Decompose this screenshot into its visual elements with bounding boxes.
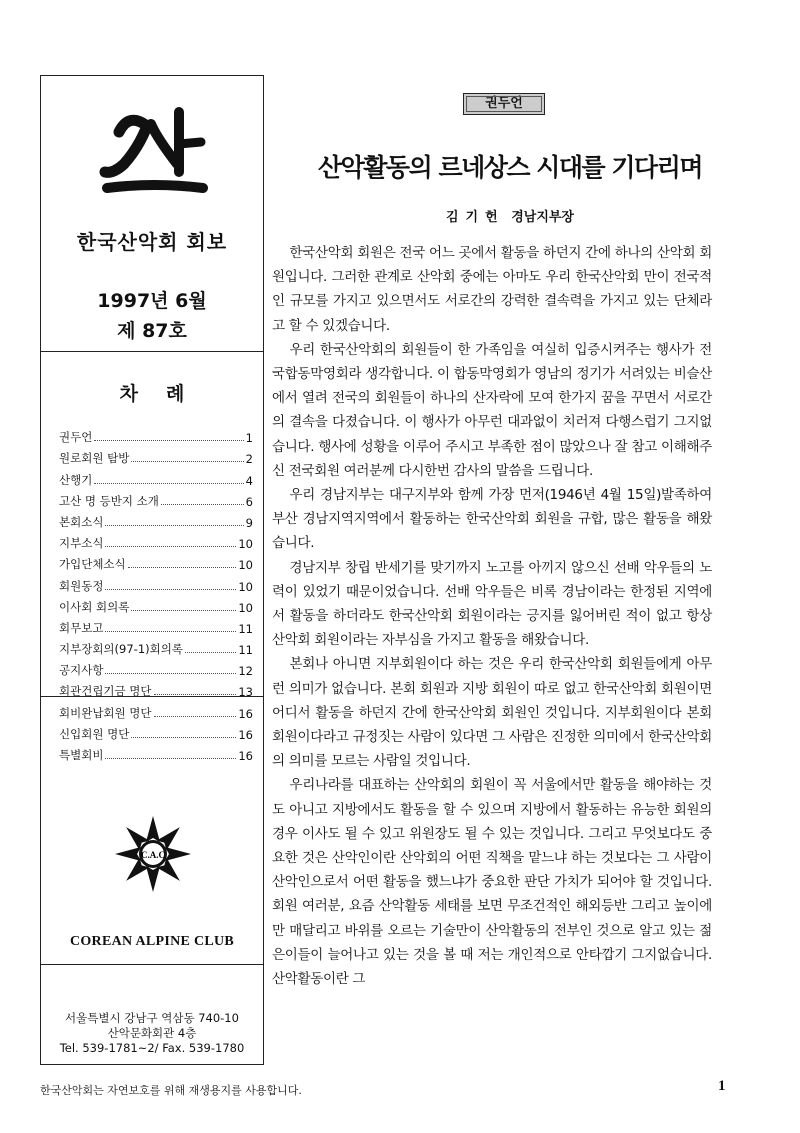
toc-leader <box>154 694 237 695</box>
club-name: COREAN ALPINE CLUB <box>69 934 235 949</box>
author-role: 경남지부장 <box>511 210 574 225</box>
toc-leader <box>94 440 243 441</box>
toc-item-title: 지부장회의(97-1)회의록 <box>59 642 183 657</box>
recycled-paper-note: 한국산악회는 자연보호를 위해 재생용지를 사용합니다. <box>40 1084 302 1097</box>
toc-item-title: 신입회원 명단 <box>59 726 130 741</box>
article-paragraph: 경남지부 창립 반세기를 맞기까지 노고를 아끼지 않으신 선배 악우들의 노력이 있었기 때문이었습니다. 선배 악우들은 비록 경남이라는 한정된 지역에서 활동을 하더라도 한국산악회 회원이라는 긍지를 잃어버린 적이 없고 항상 산악회 회원이라는 자부심을 가지고 활동을 해왔습니다. <box>272 559 712 649</box>
toc-item-title: 산행기 <box>59 472 93 487</box>
toc-leader <box>131 610 236 611</box>
toc-item-title: 회비완납회원 명단 <box>59 705 152 720</box>
sidebar <box>40 75 264 1065</box>
toc-item-page: 16 <box>238 749 253 763</box>
toc-item-page: 13 <box>238 685 253 700</box>
column-tag: 권두언 <box>463 93 545 115</box>
toc-item-page: 11 <box>238 643 253 658</box>
toc-item[interactable] <box>59 551 253 572</box>
toc-leader <box>105 525 243 526</box>
toc-item[interactable] <box>59 424 253 445</box>
club-address <box>41 1011 263 1056</box>
toc-item-page: 10 <box>238 579 253 594</box>
toc-leader <box>105 758 236 759</box>
toc-item[interactable] <box>59 466 253 487</box>
toc-item-title: 회무보고 <box>59 620 104 635</box>
toc-item-title: 지부소식 <box>59 536 104 551</box>
toc-item-title: 회관건립기금 명단 <box>59 684 152 699</box>
toc-item-title: 공지사항 <box>59 663 104 678</box>
toc-item[interactable] <box>59 615 253 636</box>
toc-item-title: 본회소식 <box>59 514 104 529</box>
issue-date: 1997년 6월 <box>97 290 207 312</box>
toc-leader <box>131 737 236 738</box>
toc-item-page: 16 <box>238 706 253 721</box>
toc-item-page: 11 <box>238 621 253 636</box>
toc-leader <box>161 504 244 505</box>
toc-heading: 차례 <box>119 383 213 405</box>
address-line: 서울특별시 강남구 역삼동 740-10 <box>65 1011 239 1025</box>
issue-number: 제 87호 <box>117 320 187 342</box>
article-body <box>272 241 712 991</box>
page-number: 1 <box>718 1078 726 1094</box>
san-logo <box>99 102 209 202</box>
article-paragraph: 우리나라를 대표하는 산악회의 회원이 꼭 서울에서만 활동을 해야하는 것도 아니고 지방에서도 활동을 할 수 있으며 지방에서 활동하는 유능한 회원의 경우 이사도 될 수 있고 위원장도 될 수 있는 것입니다. 그리고 무엇보다도 중요한 것은 산악인이란 산악회의 어떤 직책을 맡느냐 하는 것보다는 그 사람이 산악인으로서 어떤 활동을 했느냐가 중요한 판단 가치가 되어야 할 것입니다.회원 여러분, 요즘 산악활동 세태를 보면 무조건적인 해외등반 그리고 높이에만 매달리고 바위를 오르는 기술만이 산악활동의 전부인 것으로 알고 있는 젊은이들이 늘어나고 있는 것을 볼 때 저는 개인적으로 안타깝기 그지없습니다. 산악활동이란 그 <box>272 777 712 988</box>
toc-leader <box>154 716 237 717</box>
toc-item[interactable] <box>59 721 253 742</box>
article-paragraph: 한국산악회 회원은 전국 어느 곳에서 활동을 하던지 간에 하나의 산악회 회원입니다. 그러한 관계로 산악회 중에는 아마도 우리 한국산악회 만이 전국적인 규모를 가지고 있으면서도 서로간의 강력한 결속력을 가지고 있는 단체라고 할 수 있겠습니다. <box>272 245 712 334</box>
toc-item-page: 10 <box>238 537 253 552</box>
toc-item[interactable] <box>59 530 253 551</box>
toc-item[interactable] <box>59 594 253 615</box>
publication-name: 한국산악회 회보 <box>76 230 228 254</box>
edelweiss-emblem-icon <box>113 814 193 894</box>
toc-item-title: 원로회원 탐방 <box>59 451 130 466</box>
toc-item[interactable] <box>59 636 253 657</box>
toc-leader <box>105 631 236 632</box>
emblem-text: C.A.C <box>141 850 165 860</box>
author-name: 김기헌 <box>445 210 505 225</box>
toc-item-title: 이사회 회의록 <box>59 599 130 614</box>
toc-leader <box>128 567 237 568</box>
toc-leader <box>105 673 236 674</box>
toc-leader <box>94 483 243 484</box>
toc-item-page: 10 <box>238 558 253 573</box>
toc-item-page: 4 <box>245 473 253 488</box>
toc-item-page: 6 <box>245 494 253 509</box>
table-of-contents <box>59 424 253 763</box>
toc-item-page: 10 <box>238 600 253 615</box>
toc-item-title: 고산 명 등반지 소개 <box>59 493 159 508</box>
toc-item[interactable] <box>59 657 253 678</box>
toc-item[interactable] <box>59 699 253 720</box>
toc-item-title: 회원동정 <box>59 578 104 593</box>
toc-leader <box>185 652 236 653</box>
toc-item-page: 2 <box>245 452 253 467</box>
article-paragraph: 우리 한국산악회의 회원들이 한 가족임을 여실히 입증시켜주는 행사가 전국합동막영회라 생각합니다. 이 합동막영회가 영남의 정기가 서려있는 비슬산에서 열려 전국의 회원들이 하나의 산자락에 모여 한가지 꿈을 꾸면서 서로간의 결속을 다졌습니다. 이 행사가 아무런 대과없이 치러져 다행스럽기 그지없습니다. 행사에 성황을 이루어 주시고 부족한 점이 많았으나 잘 참고 이해해주신 전국회원 여러분께 다시한번 감사의 말씀을 드립니다. <box>272 341 712 479</box>
toc-item[interactable] <box>59 488 253 509</box>
toc-item-title: 특별회비 <box>59 748 104 762</box>
toc-leader <box>131 461 243 462</box>
toc-item-title: 가입단체소식 <box>59 557 126 572</box>
toc-leader <box>105 546 236 547</box>
toc-item[interactable] <box>59 445 253 466</box>
toc-item-page: 16 <box>238 727 253 742</box>
toc-item[interactable] <box>59 572 253 593</box>
toc-item[interactable] <box>59 678 253 699</box>
toc-item-page: 9 <box>245 515 253 530</box>
toc-item[interactable] <box>59 742 253 763</box>
toc-item[interactable] <box>59 509 253 530</box>
contact-line: Tel. 539-1781~2/ Fax. 539-1780 <box>59 1041 245 1055</box>
address-line: 산악문화회관 4층 <box>107 1026 197 1040</box>
article-byline <box>290 206 730 225</box>
article-title: 산악활동의 르네상스 시대를 기다리며 <box>317 153 702 182</box>
toc-item-page: 1 <box>245 431 253 446</box>
toc-item-title: 권두언 <box>59 430 93 445</box>
toc-item-page: 12 <box>238 664 253 679</box>
article-paragraph: 우리 경남지부는 대구지부와 함께 가장 먼저(1946년 4월 15일)발족하여 부산 경남지역지역에서 활동하는 한국산악회 회원을 규합, 많은 활동을 해왔습니다. <box>272 487 712 552</box>
toc-leader <box>105 589 236 590</box>
article-paragraph: 본회나 아니면 지부회원이다 하는 것은 우리 한국산악회 회원들에게 아무런 의미가 없습니다. 본회 회원과 지방 회원이 따로 없고 한국산악회 회원이면 어디서 활동을 하던지 간에 한국산악회 회원인 것입니다. 지부회원이다 본회회원이다라고 규정짓는 사람이 있다면 그 사람은 진정한 의미에서 한국산악회의 의미를 모르는 사람일 것입니다. <box>272 656 712 770</box>
